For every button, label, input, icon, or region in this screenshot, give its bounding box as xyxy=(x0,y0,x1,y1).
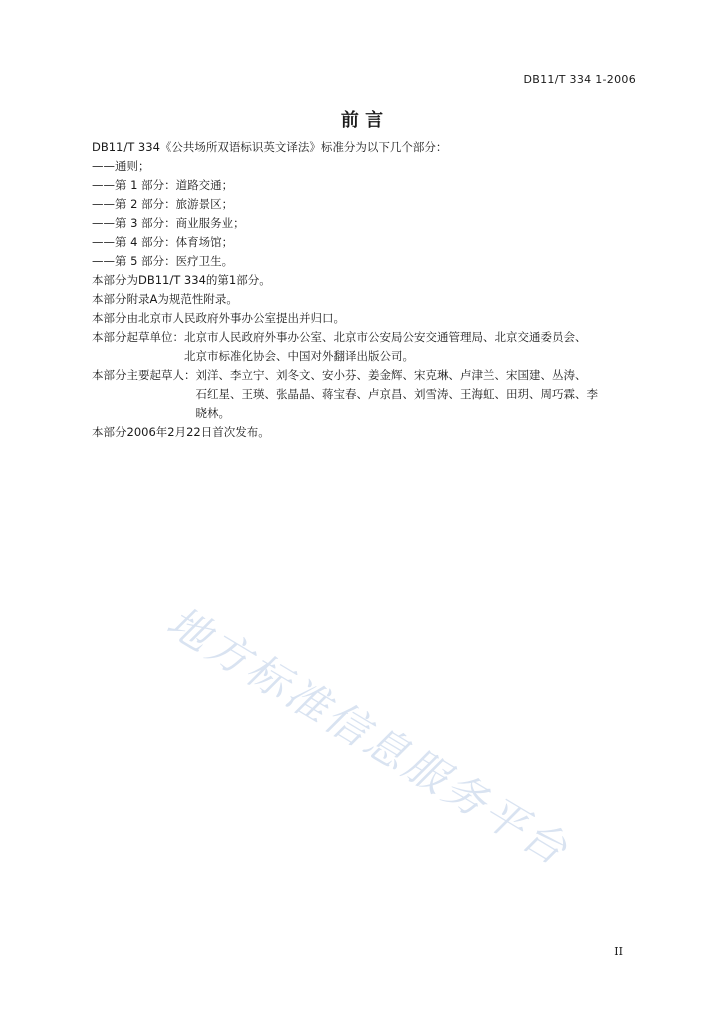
document-body xyxy=(92,138,640,442)
page-number: II xyxy=(614,945,623,958)
drafting-units-line: 北京市人民政府外事办公室、北京市公安局公安交通管理局、北京交通委员会、 xyxy=(184,330,587,344)
document-code: DB11/T 334 1-2006 xyxy=(523,73,636,86)
drafters-line: 石红星、王瑛、张晶晶、蒋宝春、卢京昌、刘雪涛、王海虹、田玥、周巧霖、李 xyxy=(195,387,598,401)
watermark: 地方标准信息服务平台 xyxy=(158,596,579,876)
list-item: ——第 4 部分：体育场馆； xyxy=(92,235,234,249)
drafters-line: 晓林。 xyxy=(195,406,230,420)
page-title: 前 言 xyxy=(340,110,384,131)
list-item: ——第 1 部分：道路交通； xyxy=(92,178,234,192)
intro-paragraph: DB11/T 334《公共场所双语标识英文译法》标准分为以下几个部分： xyxy=(92,140,448,154)
drafting-units-list xyxy=(184,328,640,366)
drafters-label: 本部分主要起草人： xyxy=(92,368,196,382)
release-statement: 本部分2006年2月22日首次发布。 xyxy=(92,425,270,439)
annex-statement: 本部分附录A为规范性附录。 xyxy=(92,292,238,306)
list-item: ——通则； xyxy=(92,159,150,173)
drafters-list xyxy=(196,366,641,423)
parts-list xyxy=(92,157,640,271)
drafting-units-label: 本部分起草单位： xyxy=(92,330,184,344)
list-item: ——第 3 部分：商业服务业； xyxy=(92,216,245,230)
proposer-statement: 本部分由北京市人民政府外事办公室提出并归口。 xyxy=(92,311,345,325)
drafting-units-line: 北京市标准化协会、中国对外翻译出版公司。 xyxy=(184,349,414,363)
list-item: ——第 5 部分：医疗卫生。 xyxy=(92,254,234,268)
drafters xyxy=(92,366,640,423)
list-item: ——第 2 部分：旅游景区； xyxy=(92,197,234,211)
drafting-units xyxy=(92,328,640,366)
drafters-line: 刘洋、李立宁、刘冬文、安小芬、姜金辉、宋克琳、卢津兰、宋国建、丛涛、 xyxy=(195,368,587,382)
part-statement: 本部分为DB11/T 334的第1部分。 xyxy=(92,273,271,287)
